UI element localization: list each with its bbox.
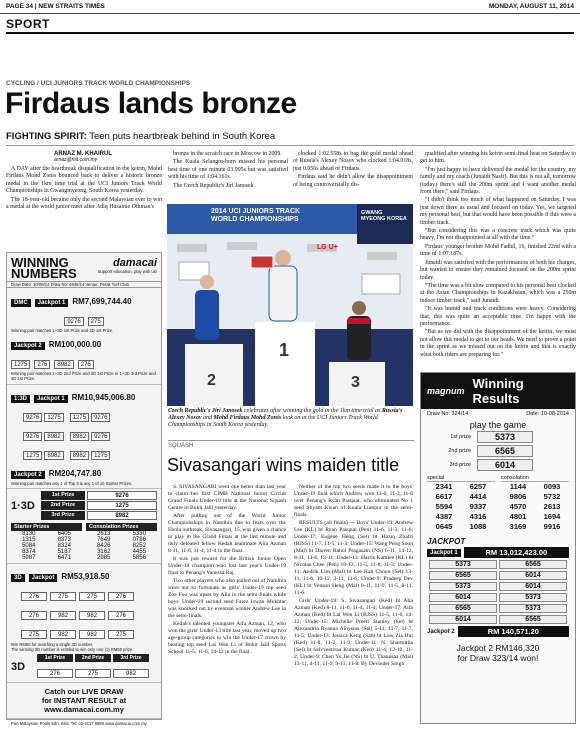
issue-date: MONDAY, AUGUST 11, 2014 xyxy=(488,3,574,10)
prize-label: 2nd Prize xyxy=(41,501,85,510)
number-box: 275 xyxy=(79,592,105,601)
number-box: 1275 xyxy=(44,413,63,422)
consolation-number: 1694 xyxy=(543,512,561,521)
special-number: 5594 xyxy=(435,502,453,511)
dmc-jackpot2: RM100,000.00 xyxy=(48,340,102,349)
jackpot2-draw: for Draw 323/14 won! xyxy=(457,653,539,663)
podium-photo xyxy=(167,204,413,406)
photo-sponsor: LG U+ xyxy=(317,244,338,251)
consolation-number: 8252 xyxy=(132,543,146,549)
consolation-number: 2985 xyxy=(97,555,111,561)
jackpot-number: 6565 xyxy=(429,604,497,613)
number-box: 982 xyxy=(79,611,105,620)
section-title: SPORT xyxy=(6,17,50,31)
byline: ARNAZ M. KHAIRUL xyxy=(54,151,112,157)
jackpot2-won: Jackpot 2 RM146,320 xyxy=(456,643,540,653)
dmc-section: DMC Jackpot 1 RM7,699,744.40 9276 275 Winning pair matches 1+3D 1st Prize and 3D 1st Prize. Jackpot 2 RM100,000.00 1275 276 8982 276 Winning pair matches 1+3D 2nd Prize and 3D 1st Prize or 1+3D 3rd Prize and 3D 1st Prize. xyxy=(11,297,156,381)
number-box: 276 xyxy=(21,592,47,601)
paragraph: qualified after winning his keirin semi-final heat on Saturday to get to him. xyxy=(420,151,576,165)
article-kicker: CYCLING / UCI JUNIORS TRACK WORLD CHAMPIONSHIPS xyxy=(6,80,191,87)
ad-title: Winning Results xyxy=(472,376,524,406)
jackpot-number: 6565 xyxy=(429,571,497,580)
number-box: 982 xyxy=(50,630,76,639)
special-number: 4316 xyxy=(469,512,487,521)
jackpot-number: 6014 xyxy=(429,615,497,624)
consolation-number: 2613 xyxy=(97,531,111,537)
consolation-number: 1144 xyxy=(509,482,527,491)
starter-prizes xyxy=(11,531,82,561)
magnum-top-prizes xyxy=(421,431,575,471)
paragraph: Girls' Under-19: S. Sivasangari (Ked) bt Alia Azman (Ked) 8-11, 11-6, 11-4, 11-4; Under-17: Aifa Azman (Ked) bt Lai Wen Li (BJSS) 11-5, 11-6, 14-12; Under-15: Michelle Preeti Stanley (Sel) bt Alexandria Ryanna Aloysius (Sel) 5-11, 11-7, 11-7, 11-5; Under-13: Jessica Keng (Sab) bt Low Zia Hui (Ked) 11-8, 11-2, 11-9; Under-11: N. Sharmitha (Sel) bt Selvveetrraa Kumar (Ked) 11-4, 12-10, 11-2; Under-9: Chen Yu Jie (NS) bt U. Thanusaa (Mal) 13-11, 4-11, 11-9, 9-11, 11-8. By Devinder Singh xyxy=(294,598,413,667)
paragraph: After pulling out of the World Junior Championships in Namibia due to fears over the Ebola outbreak, Sivasangari, 15, was given a chance to play in the Grand Finals at the last minute and duly defeated fellow Kedah teammate Alia Azman 8-11, 11-6, 11-4, 11-4 in the final. xyxy=(168,513,286,554)
magnum-draw-no: Draw No: 324/14 xyxy=(427,411,469,417)
paragraph: Firdaus' younger brother Mohd Fadhil, 16, finished 22nd with a time of 1:07.187s. xyxy=(420,243,576,258)
starter-number: 5084 xyxy=(22,543,36,549)
paragraph: Firdaus said he didn't allow the disappointment of being controversially dis- xyxy=(293,174,413,188)
prize-label: 3rd Prize xyxy=(41,511,85,520)
number-box: 8982 xyxy=(44,451,63,460)
paragraph: clocked 1:02.558s to bag the gold medal ahead of Russia's Alexey Nosov who clocked 1:04.018s, just 0.056s ahead of Firdaus. xyxy=(293,151,413,172)
starter-number: 8324 xyxy=(57,543,71,549)
article-column-1 xyxy=(6,151,162,212)
special-number: 4387 xyxy=(435,512,453,521)
special-number: 9337 xyxy=(469,502,487,511)
prize-label: 1st prize xyxy=(450,434,471,440)
paragraph: "It was humid and track conditions were heavy. Considering that, this was quite an acceptable time. I'm happy with the performance. xyxy=(420,306,576,327)
number-box: 8982 xyxy=(70,432,89,441)
number-box: 8982 xyxy=(44,432,63,441)
article-body-col4 xyxy=(420,151,576,360)
draw-info: Draw Date: 10/08/14 Draw No: 4848/14 Venue: Perak Turf Club xyxy=(7,281,161,288)
prize-number: 8982 xyxy=(87,511,157,520)
prize-number: 6014 xyxy=(477,459,533,471)
paragraph: RESULTS (all finals) — Boys' Under-19: Andrew Lee (KL) bt Ryan Pasqual (Pen) 11-6, 11-3, 11-6; Under-17: Eugene Heng (Sel) bt Haziq Zhafri (BJSS) 11-7, 11-5, 11-3; Under-15: Wang Peng Soon (Mal) bt Darren Rahul Pragasam (NS) 6-11, 14-12, 8-11, 11-6, 13-11; Under-13: Harris Kamlee (KL) bt Nicolas Chee (Pen) 10-12, 11-5, 11-8, 11-3; Under-11: Andrik Lim (Mal) bt Lee Kah Choon (Sel) 13-11, 11-6, 10-12, 3-11, 11-6; Under-9: Pradeep Dev (KL) bt Venson Heng (Mal) 8-11, 11-9, 11-5, 8-11, 11-6. xyxy=(294,520,413,596)
paragraph: The 18-year-old became only the second Malaysian ever to win a medal at the world junior meet after Adiq Husainie Othman's xyxy=(6,196,162,211)
paragraph: "The time was a bit slow compared to his personal best clocked at the Asian Championships in Kazakhstan, which was a 250m indoor timber track," said Junaidi. xyxy=(420,282,576,304)
prize-number: 276 xyxy=(37,669,73,678)
starter-number: 5187 xyxy=(57,549,71,555)
consolation-number: 0093 xyxy=(543,482,561,491)
podium-first: 1 xyxy=(279,340,290,360)
special-number: 6257 xyxy=(469,482,487,491)
number-box: 1275 xyxy=(91,451,110,460)
dmc-jackpot1: RM7,699,744.40 xyxy=(72,297,132,306)
prize-number: 5373 xyxy=(477,431,533,443)
photo-caption: Czech Republic's Jiri Janosek celebrates after winning the gold in the 1km time trial as Russia's Alexey Nosov and Mohd Firdaus Mohd Zonis look on at the UCI Juniors Track World Championships in South Korea yesterday. xyxy=(168,408,403,429)
podium-second: 2 xyxy=(207,372,216,389)
number-box: 982 xyxy=(50,611,76,620)
prize-number: 6565 xyxy=(477,445,533,457)
paragraph: Junaidi was satisfied with the performances of both his charges, but wanted to ensure they remained focused on the 200m sprint today. xyxy=(420,259,576,281)
starter-number: 1315 xyxy=(22,537,36,543)
paragraph: Two other players who also pulled out of Namibia were not so fortunate as girls' Under-19 top seed Zoe Foo was upset by Alia in the semi-finals while boys' Under-19 second seed Farez Izwan Mukhtar was knocked out by eventual winner Andrew Lee in the semi-finals. xyxy=(168,578,286,619)
paragraph: "I'm just happy to have delivered the medal for the country, my family and my coach (Junaidi Nasir). But this is not all, tomorrow (today) there's still the 200m sprint and I want another medal from there," said Firdaus. xyxy=(420,166,576,196)
consolation-number: 5856 xyxy=(132,555,146,561)
prize-label: 2nd prize xyxy=(448,448,471,454)
d130-grid xyxy=(23,406,157,462)
consolation-number: 4570 xyxy=(509,502,527,511)
page-header xyxy=(0,0,580,14)
prize-label: 3rd Prize xyxy=(113,654,149,662)
paragraph: A DAY after the heartbreak disqualification in the keirin, Mohd Firdaus Mohd Zonis bounced back to deliver a historic bronze medal in the 1km time trial at the UCI Juniors Track World Championships in Gwangmyeong, South Korea yesterday. xyxy=(6,166,162,195)
paragraph: Kedah's talented youngster Aifa Azman, 12, who won the girls' Under-13 title last year, moved up two age-group categories to win the Under-17 crown by beating top seed Lai Wen Li of Bukit Jalil Sports School 11-5, 11-6, 14-12 in the final. xyxy=(168,621,286,655)
number-box: 9276 xyxy=(23,413,42,422)
d130-section: 1:3D Jackpot 1 RM10,945,006.80 9276 1275 1275 9276 9276 8982 8982 9276 1275 8982 8982 1275 Jackpot 2 RM204,747.80 Winning pair matches any 1 of Top 3 & any 1 of 10 Starter Prizes. xyxy=(7,384,161,488)
photo-banner-right: GWANG MYEONG KOREA xyxy=(361,210,407,222)
number-box: 9276 xyxy=(91,413,110,422)
consolation-number: 4455 xyxy=(132,549,146,555)
article-body-col3 xyxy=(293,151,413,190)
section-divider xyxy=(6,32,574,34)
paragraph: "But considering this was a concrete track which was quite heavy, I'm not disappointed at all with the time." xyxy=(420,228,576,242)
divider xyxy=(6,145,574,146)
magnum-draw-date: Date: 10-08-2014 xyxy=(526,411,569,417)
subheadline xyxy=(6,131,275,142)
number-box: 276 xyxy=(21,611,47,620)
prize-label: 2nd Prize xyxy=(75,654,111,662)
magnum-consolation xyxy=(501,482,569,532)
jackpot-number: 5373 xyxy=(429,582,497,591)
starter-number: 6405 xyxy=(57,531,71,537)
lotto-title-2: NUMBERS xyxy=(11,266,77,281)
paragraph: It was just reward for the British Junior Open Under-18 champion who lost last year's Under-19 final to Penang's Vanessa Raj. xyxy=(168,556,286,576)
damacai-results-panel xyxy=(6,252,162,726)
magnum-jackpot1: RM 13,012,423.00 xyxy=(464,547,569,558)
prize-number: 9276 xyxy=(87,491,157,500)
starter-number: 8373 xyxy=(57,537,71,543)
paragraph: The Kuala Selangor-born missed his personal best time of one minute 03.995s but was satisfied with his time of 1:04.161s. xyxy=(168,159,288,181)
consolation-number: 9806 xyxy=(509,492,527,501)
dmc-tag: DMC xyxy=(11,299,31,307)
headline: Firdaus lands bronze xyxy=(5,87,297,120)
d3-grid xyxy=(21,585,157,641)
consolation-prizes xyxy=(86,531,157,561)
number-box: 276 xyxy=(108,611,134,620)
damacai-url[interactable]: www.damacai.com.my xyxy=(44,705,124,714)
live-draw-promo: Catch our LIVE DRAW for INSTANT RESULT at www.damacai.com.my xyxy=(7,682,161,718)
podium-third: 3 xyxy=(351,374,360,391)
special-number: 4414 xyxy=(469,492,487,501)
prize-label: 3rd prize xyxy=(449,462,471,468)
jackpot-number: 6565 xyxy=(499,560,567,569)
magnum-results-ad: magnum Winning Results Draw No: 324/14 Date: 10-08-2014 play the game 1st prize 5373 2nd prize 6565 3rd prize 6014 special 2341 6257 6617 4414 5594 9337 4387 4316 0645 1088 consolation 1144 0093 9806 5732 4570 2613 4801 1694 3169 9916 JACKPOT Jackpot 1 RM 13,012,423.00 5373 6565 6565 6014 5373 6014 6014 5373 6565 5373 6014 6565 Jackpot 2 RM 140,571.20 Jackpot 2 RM146,320 for Draw 323/14 won! xyxy=(420,372,576,724)
special-number: 6617 xyxy=(435,492,453,501)
consolation-number: 3162 xyxy=(97,549,111,555)
consolation-number: 3169 xyxy=(509,522,527,531)
page-number: PAGE 34 | NEW STRAITS TIMES xyxy=(6,3,105,10)
divider xyxy=(168,440,414,441)
consolation-number: 5330 xyxy=(132,531,146,537)
jackpot-number: 6014 xyxy=(499,582,567,591)
starter-number: 8130 xyxy=(22,531,36,537)
consolation-number: 8426 xyxy=(97,543,111,549)
consolation-number: 2613 xyxy=(543,502,561,511)
number-box: 9276 xyxy=(91,432,110,441)
special-number: 0645 xyxy=(435,522,453,531)
magnum-logo: magnum xyxy=(427,386,465,396)
d130-jackpot2: RM204,747.80 xyxy=(48,469,102,478)
consolation-number: 9916 xyxy=(543,522,561,531)
prize-number: 1275 xyxy=(87,501,157,510)
prize-number: 982 xyxy=(113,669,149,678)
paragraph: "I didn't think too much of what happened on Saturday. I was just down there as usual and focused on today. Yes, we targeted my personal best, but that would have been possible if this were a timber track. xyxy=(420,197,576,226)
squash-body-col2 xyxy=(294,484,413,669)
number-box: 276 xyxy=(108,592,134,601)
magnum-jackpot1-numbers xyxy=(429,560,567,624)
byline-email: arnaz@nst.com.my xyxy=(54,157,98,163)
number-box: 1275 xyxy=(70,413,89,422)
paragraph: bronze in the scratch race in Moscow in 2009. xyxy=(173,151,282,157)
consolation-number: 4801 xyxy=(509,512,527,521)
starter-number: 6471 xyxy=(57,555,71,561)
damacai-tagline: Support education, play with us! xyxy=(97,269,157,274)
consolation-number: 0786 xyxy=(132,537,146,543)
lotto-footer: Pan Malaysian Pools Sdn. Bhd. Tel: 03-2117 8888 www.damacai.com.my xyxy=(7,718,161,728)
special-number: 2341 xyxy=(435,482,453,491)
number-box: 8982 xyxy=(70,451,89,460)
prize-label: 1st Prize xyxy=(41,491,85,500)
squash-kicker: SQUASH xyxy=(168,443,194,449)
article-body-col1 xyxy=(6,166,162,211)
paragraph: The Czech Republic's Jiri Janosek xyxy=(173,182,254,189)
jackpot-number: 5373 xyxy=(429,560,497,569)
podium-illustration xyxy=(167,204,413,406)
jackpot-number: 6565 xyxy=(499,615,567,624)
starter-number: 8374 xyxy=(22,549,36,555)
d13-section: 1·3D 1st Prize 9276 2nd Prize 1275 3rd Prize 8982 Starter Prizes 8130 6405 1315 8373 5084 8324 8374 5187 5987 6471 Consolation Prizes 2613 5330 7649 0786 8426 8252 3162 4455 2985 5856 xyxy=(7,488,161,563)
number-box: 275 xyxy=(21,630,47,639)
d13-prizes xyxy=(41,491,157,521)
paragraph: Neither of the top two seeds made it to the boys' Under-19 final which Andrew won 11-6, 11-3, 11-6 over Penang's Ryan Pasqual, who eliminated No 1 seed Shyam Kwan of Kuala Lumpur in the semi-finals. xyxy=(294,484,413,518)
d3-prizes xyxy=(37,654,149,680)
jackpot-number: 5373 xyxy=(499,593,567,602)
consolation-number: 7649 xyxy=(97,537,111,543)
jackpot-number: 6014 xyxy=(499,571,567,580)
paragraph: S. SIVASANGARI went one better than last year to claim her first CIMB National Junior Circuit Grand Finals Under-19 title at the National Squash Centre in Bukit Jalil yesterday. xyxy=(168,484,286,511)
article-body-col2 xyxy=(168,151,288,191)
subhead-label: FIGHTING SPIRIT: xyxy=(6,131,87,142)
paragraph: "But as we did with the disappointment of the keirin, we must not allow this medal to get to our heads. We need to prove a point in the sprint as we missed out on the keirin and that is exactly what both riders are preparing for." xyxy=(420,329,576,358)
jackpot-logo: JACKPOT xyxy=(427,537,466,546)
consolation-number: 5732 xyxy=(543,492,561,501)
d3-section: 3D Jackpot RM53,918.50 276 275 275 276 276 982 982 276 275 982 982 275 Win RM50 for matching a single 3D number. The winning 3D number is entitled to win only one (1) RM50 prize. 3D 1st Prize 276 2nd Prize 275 3rd Prize 982 xyxy=(7,563,161,682)
prize-number: 275 xyxy=(75,669,111,678)
squash-body-col1 xyxy=(168,484,286,657)
starter-number: 5987 xyxy=(22,555,36,561)
prize-label: 1st Prize xyxy=(37,654,73,662)
special-number: 1088 xyxy=(469,522,487,531)
damacai-logo: damacai xyxy=(112,257,157,269)
lotto-title: WINNING xyxy=(11,255,69,270)
jackpot-number: 6014 xyxy=(429,593,497,602)
number-box: 982 xyxy=(79,630,105,639)
jackpot-number: 5373 xyxy=(499,604,567,613)
squash-headline: Sivasangari wins maiden title xyxy=(167,455,400,475)
number-box: 275 xyxy=(108,630,134,639)
photo-banner: 2014 UCI JUNIORS TRACK WORLD CHAMPIONSHIPS xyxy=(211,208,301,223)
number-box: 275 xyxy=(50,592,76,601)
play-the-game: play the game xyxy=(469,420,527,430)
subhead-text: Teen puts heartbreak behind in South Korea xyxy=(89,131,276,142)
magnum-jackpot2: RM 140,571.20 xyxy=(458,626,569,637)
number-box: 1275 xyxy=(23,451,42,460)
d3-jackpot: RM53,918.50 xyxy=(61,572,110,581)
d130-jackpot1: RM10,945,006.80 xyxy=(71,393,136,402)
magnum-special xyxy=(427,482,495,532)
number-box: 9276 xyxy=(23,432,42,441)
